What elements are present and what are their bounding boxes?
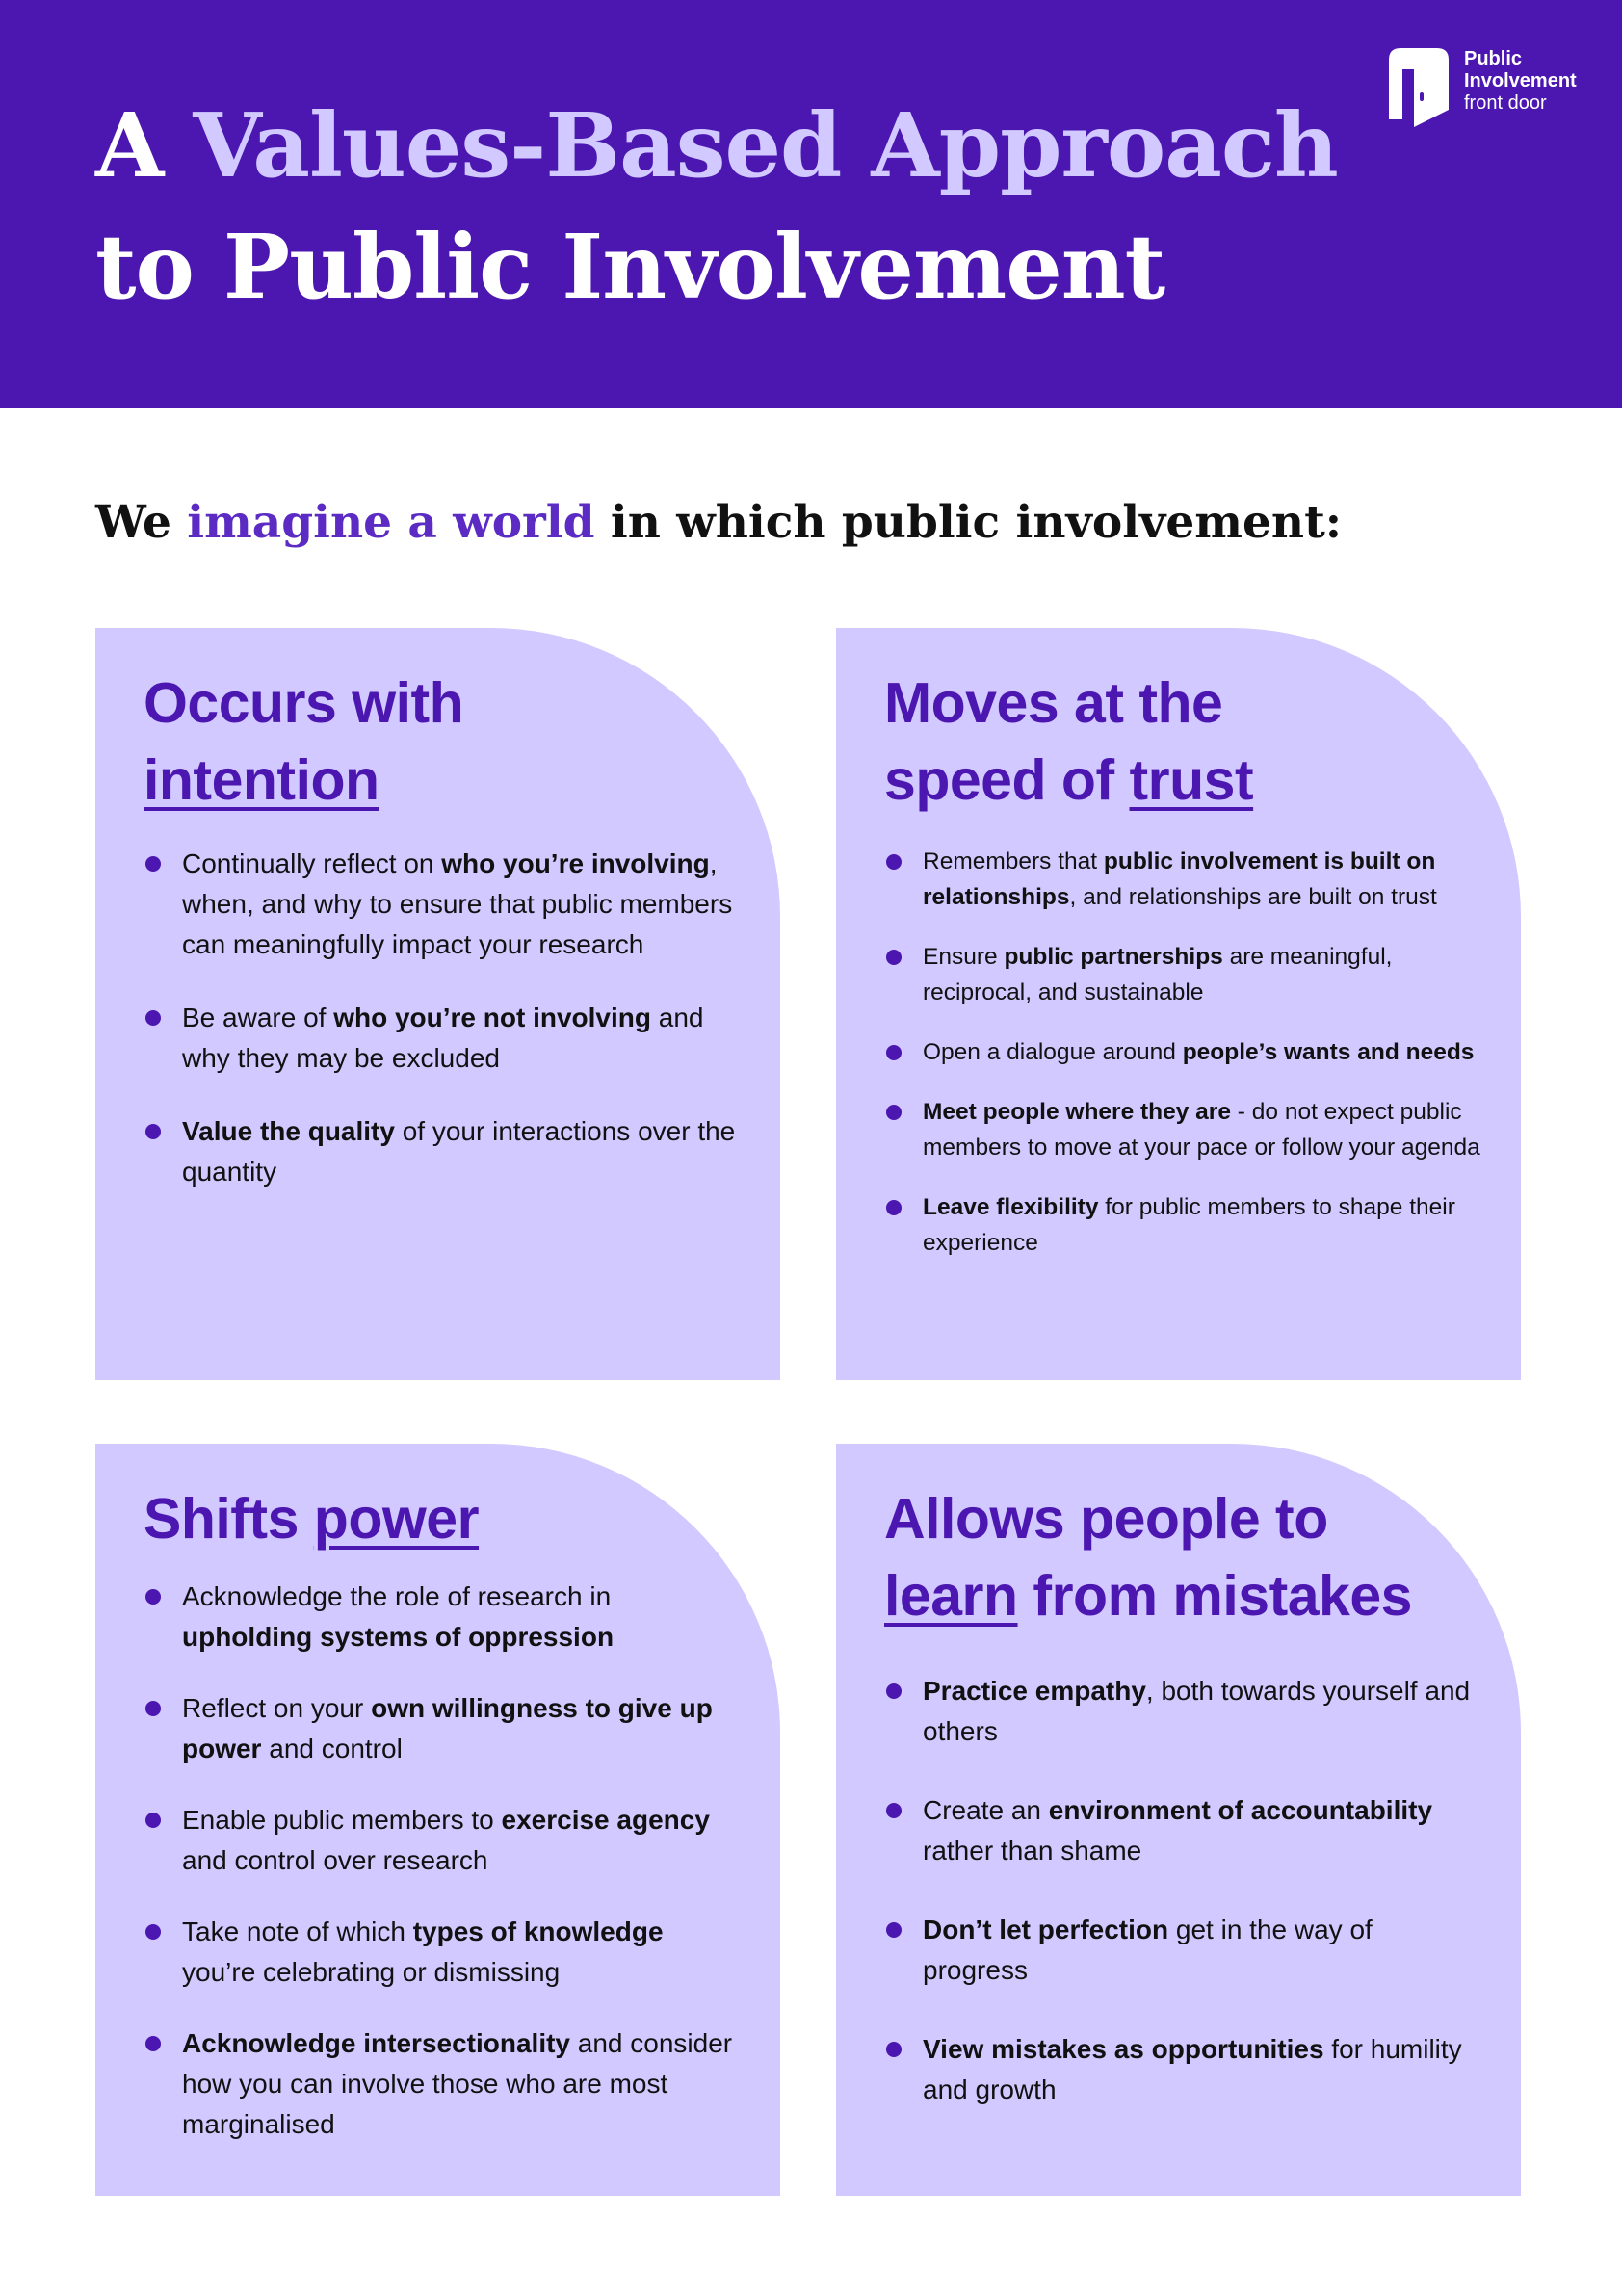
logo-line2: Involvement	[1464, 70, 1577, 91]
bullet-icon	[145, 1701, 161, 1716]
card-title-underlined: learn	[884, 1564, 1018, 1628]
list-item: View mistakes as opportunities for humility and growth	[884, 2029, 1481, 2110]
list-item: Acknowledge intersectionality and consider how you can involve those who are most marginalised	[144, 2023, 741, 2145]
logo-text	[1464, 48, 1577, 115]
card-title-underlined: trust	[1129, 748, 1254, 812]
intro-highlight: imagine a world	[187, 496, 595, 549]
bullet-icon	[145, 1589, 161, 1605]
card-title-underlined: intention	[144, 748, 379, 812]
bullet-icon	[886, 1105, 902, 1120]
list-item: Be aware of who you’re not involving and why they may be excluded	[144, 998, 741, 1079]
list-item: Continually reflect on who you’re involving, when, and why to ensure that public members can meaningfully impact your research	[144, 844, 741, 965]
title-part1: A	[95, 93, 194, 197]
list-item: Ensure public partnerships are meaningful, reciprocal, and sustainable	[884, 939, 1491, 1010]
door-icon	[1385, 44, 1452, 131]
bullet-icon	[886, 1200, 902, 1215]
list-item: Create an environment of accountability rather than shame	[884, 1790, 1481, 1871]
card-title-text: Occurs with	[144, 671, 464, 735]
card-title	[884, 665, 1253, 819]
bullet-icon	[886, 1922, 902, 1938]
intro-after: in which public involvement:	[594, 496, 1343, 549]
title-highlight: Values-Based Approach	[193, 93, 1338, 197]
card-trust	[836, 628, 1521, 1380]
bullet-icon	[145, 856, 161, 872]
header-banner	[0, 0, 1622, 408]
bullet-icon	[886, 950, 902, 965]
bullet-icon	[886, 2042, 902, 2057]
bullet-list	[144, 844, 741, 1225]
bullet-list	[884, 844, 1491, 1285]
card-power	[95, 1444, 780, 2196]
bullet-icon	[886, 1803, 902, 1818]
card-title-text: from mistakes	[1017, 1564, 1412, 1628]
card-title	[144, 1480, 479, 1557]
list-item: Value the quality of your interactions over the quantity	[144, 1111, 741, 1192]
card-mistakes	[836, 1444, 1521, 2196]
card-title-underlined: power	[313, 1487, 480, 1551]
list-item: Take note of which types of knowledge you’re celebrating or dismissing	[144, 1912, 741, 1993]
intro-heading	[95, 489, 1342, 557]
bullet-icon	[145, 1924, 161, 1940]
card-title	[884, 1480, 1412, 1634]
list-item: Enable public members to exercise agency and control over research	[144, 1800, 741, 1881]
card-title-text: speed of	[884, 748, 1130, 812]
page-title	[95, 85, 1338, 327]
card-title	[144, 665, 463, 819]
list-item: Reflect on your own willingness to give up power and control	[144, 1688, 741, 1769]
logo-line3: front door	[1464, 92, 1547, 114]
list-item: Acknowledge the role of research in upholding systems of oppression	[144, 1577, 741, 1657]
bullet-icon	[145, 1813, 161, 1828]
bullet-list	[144, 1577, 741, 2176]
list-item: Open a dialogue around people’s wants and needs	[884, 1034, 1491, 1070]
list-item: Don’t let perfection get in the way of progress	[884, 1910, 1481, 1991]
bullet-icon	[145, 1010, 161, 1026]
list-item: Remembers that public involvement is built on relationships, and relationships are built on trust	[884, 844, 1491, 915]
bullet-icon	[886, 1045, 902, 1060]
intro-before: We	[95, 496, 188, 549]
list-item: Meet people where they are - do not expect public members to move at your pace or follow your agenda	[884, 1094, 1491, 1165]
card-title-text: Shifts	[144, 1487, 314, 1551]
bullet-icon	[145, 2036, 161, 2051]
card-title-line1: Moves at the	[884, 671, 1223, 735]
logo-line1: Public	[1464, 48, 1523, 69]
bullet-icon	[886, 854, 902, 870]
bullet-icon	[145, 1124, 161, 1139]
title-line2: to Public Involvement	[95, 215, 1165, 319]
logo	[1385, 42, 1607, 139]
card-title-line1: Allows people to	[884, 1487, 1328, 1551]
bullet-list	[884, 1671, 1481, 2149]
bullet-icon	[886, 1683, 902, 1699]
card-intention	[95, 628, 780, 1380]
list-item: Practice empathy, both towards yourself and others	[884, 1671, 1481, 1752]
list-item: Leave flexibility for public members to shape their experience	[884, 1189, 1491, 1261]
